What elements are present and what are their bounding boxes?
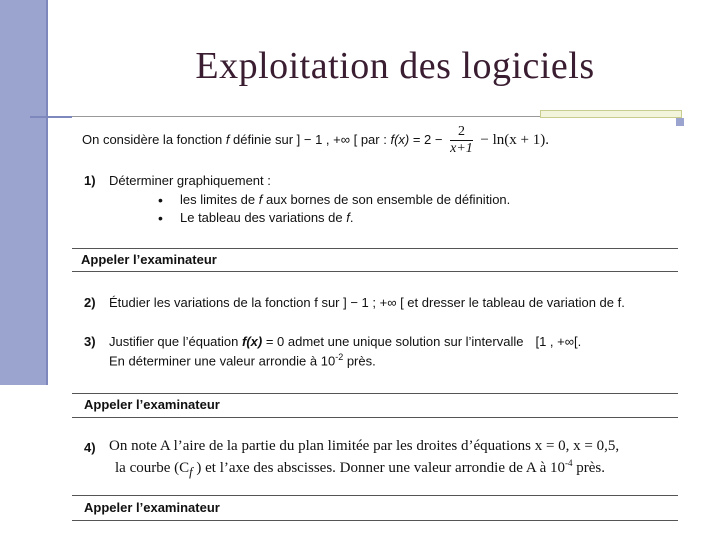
q4-line-2-text-a: la courbe (C	[115, 460, 190, 476]
q3-line-2-text-b: près.	[343, 353, 376, 369]
divider-2-top	[72, 393, 678, 394]
divider-3-top	[72, 495, 678, 496]
q4-line-2	[115, 458, 605, 480]
q3-fx: f(x)	[241, 334, 263, 349]
q2-text: Étudier les variations de la fonction f sur ] − 1 ; +∞ [ et dresser le tableau de variation de f.	[109, 295, 625, 310]
intro-text-d: − ln(x + 1).	[480, 131, 549, 148]
exercise-sheet	[72, 118, 678, 522]
intro-text-b: définie sur ] − 1 , +∞ [ par :	[229, 131, 391, 147]
fraction-numerator: 2	[450, 124, 473, 141]
q3-line-2-text-a: En déterminer une valeur arrondie à 10	[109, 353, 336, 369]
q4-number: 4)	[84, 440, 96, 455]
q4-exponent: -4	[565, 458, 573, 468]
intro-fx: f(x)	[390, 131, 410, 147]
q2-number: 2)	[84, 295, 96, 310]
q4-line-1: On note A l’aire de la partie du plan limitée par les droites d’équations x = 0, x = 0,5,	[109, 438, 620, 454]
q1-bullet-1	[180, 192, 510, 207]
q3-number: 3)	[84, 334, 96, 349]
fraction-denominator: x+1	[450, 141, 473, 156]
intro-text-a: On considère la fonction	[82, 131, 226, 147]
q3-text-a: Justifier que l’équation	[109, 334, 242, 349]
examiner-call-3: Appeler l’examinateur	[84, 500, 220, 515]
slide-left-accent-bar	[0, 0, 48, 385]
q4-line-2-text-c: près.	[572, 460, 605, 476]
q1-text: Déterminer graphiquement :	[109, 173, 271, 188]
q3-text-b: = 0 admet une unique solution sur l’intervalle	[262, 334, 524, 349]
q3-exponent: -2	[335, 352, 344, 362]
examiner-call-2: Appeler l’examinateur	[84, 397, 220, 412]
q1-number: 1)	[84, 173, 96, 188]
q1-bullet-1-f: f	[258, 192, 263, 207]
intro-line	[82, 124, 549, 157]
q4-line-2-text-b: ) et l’axe des abscisses. Donner une valeur arrondie de A à 10	[192, 460, 565, 476]
q1-bullet-1-text-b: aux bornes de son ensemble de définition.	[262, 192, 511, 207]
examiner-call-1: Appeler l’examinateur	[81, 252, 217, 267]
intro-fraction	[450, 124, 473, 157]
divider-3-bottom	[72, 520, 678, 521]
q1-bullet-1-text-a: les limites de	[180, 192, 259, 207]
intro-f: f	[225, 131, 230, 147]
q1-bullet-2-text-a: Le tableau des variations de	[180, 210, 347, 225]
q4-subscript: f	[189, 465, 193, 479]
q3-line-2	[109, 352, 376, 368]
q1-bullet-2-text-b: .	[349, 210, 354, 225]
intro-text-c: = 2 −	[409, 131, 443, 147]
divider-1-bottom	[72, 271, 678, 272]
title-rule-accent	[30, 116, 72, 118]
divider-1-top	[72, 248, 678, 249]
q1-bullet-2	[180, 210, 353, 225]
corner-decoration	[540, 110, 682, 118]
slide-title: Exploitation des logiciels	[195, 45, 595, 87]
divider-2-bottom	[72, 417, 678, 418]
q3-interval: [1 , +∞[.	[535, 334, 582, 349]
q3-line-1	[109, 334, 581, 349]
q1-bullet-2-f: f	[346, 210, 350, 225]
